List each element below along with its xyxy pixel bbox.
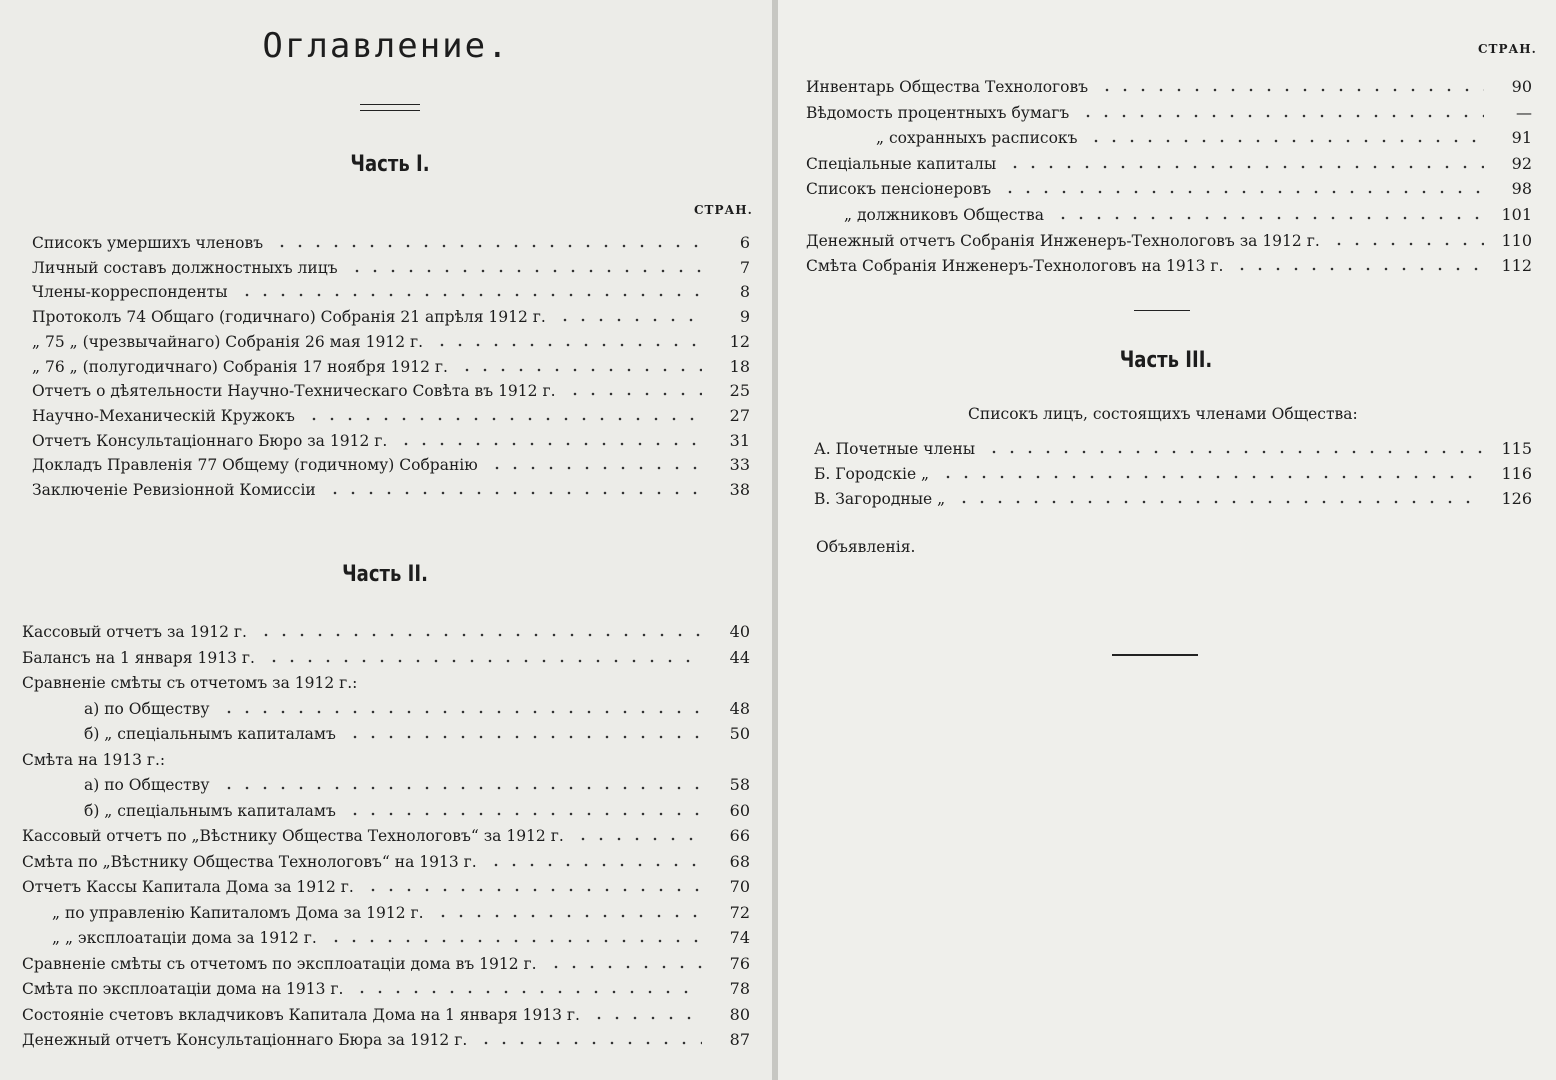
page-column-head-right: СТРАН.	[1478, 42, 1537, 56]
right-page	[778, 0, 1556, 1080]
toc-entry-label: „ сохранныхъ расписокъ	[876, 129, 1078, 148]
toc-entry	[22, 745, 750, 769]
toc-entry-label: Докладъ Правленія 77 Общему (годичному) Собранію	[32, 456, 478, 475]
toc-entry-label: Балансъ на 1 января 1913 г.	[22, 648, 255, 667]
toc-entry-label: Смѣта по „Вѣстнику Общества Технологовъ“ на 1913 г.	[22, 852, 477, 871]
toc-entry-label: „ должниковъ Общества	[844, 206, 1044, 224]
toc-entry-label: Инвентарь Общества Технологовъ	[806, 78, 1089, 96]
toc-entry	[844, 200, 1532, 224]
toc-entry-page: 92	[1511, 153, 1532, 173]
toc-entry-label: „ 75 „ (чрезвычайнаго) Собранія 26 мая 1912 г.	[32, 332, 424, 351]
toc-entry-page: 25	[729, 381, 750, 401]
toc-entry	[84, 694, 750, 718]
toc-entry-label: Смѣта на 1913 г.:	[22, 750, 166, 769]
toc-title: Оглавление.	[262, 26, 510, 66]
dot-leader	[1087, 139, 1484, 143]
dot-leader	[1079, 114, 1484, 118]
toc-entry-page: 7	[739, 257, 750, 277]
dot-leader	[1233, 267, 1484, 271]
toc-entry-page: 116	[1501, 464, 1532, 483]
dot-leader	[547, 965, 702, 969]
toc-entry	[32, 302, 750, 326]
toc-entry-label: Списокъ пенсіонеровъ	[806, 180, 992, 199]
toc-entry-label: Члены-корреспонденты	[32, 283, 228, 302]
toc-entry	[32, 228, 750, 252]
dot-leader	[346, 812, 702, 816]
toc-entry	[22, 872, 750, 896]
toc-entry-label: Отчетъ о дѣятельности Научно-Техническаго Совѣта въ 1912 г.	[32, 382, 556, 401]
toc-entry-page: 12	[729, 331, 750, 351]
dot-leader	[556, 318, 702, 322]
dot-leader	[1006, 165, 1484, 169]
toc-entry-label: В. Загородные „	[814, 490, 946, 508]
toc-entry-page: 68	[729, 851, 750, 871]
toc-entry-label: Вѣдомость процентныхъ бумагъ	[806, 103, 1070, 122]
toc-entry	[814, 434, 1532, 458]
toc-entry	[32, 450, 750, 474]
toc-entry-label: а) по Обществу	[84, 776, 210, 794]
toc-entry-page: 27	[729, 405, 750, 425]
toc-entry-page: 58	[729, 775, 750, 794]
toc-entry	[22, 974, 750, 998]
dot-leader	[327, 939, 702, 943]
toc-entry-label: Сравненіе смѣты съ отчетомъ за 1912 г.:	[22, 674, 358, 692]
dot-leader	[566, 392, 703, 396]
dot-leader	[257, 633, 702, 637]
dot-leader	[220, 786, 702, 790]
dot-leader	[574, 837, 702, 841]
toc-entry-page: 70	[729, 877, 750, 896]
toc-entry	[32, 475, 750, 499]
toc-entry	[22, 847, 750, 871]
end-divider	[1112, 654, 1198, 656]
toc-entry	[814, 459, 1532, 483]
dot-leader	[326, 491, 702, 495]
toc-entry-label: Смѣта Собранія Инженеръ-Технологовъ на 1913 г.	[806, 257, 1224, 276]
toc-entry-label: Сравненіе смѣты съ отчетомъ по эксплоатаціи дома въ 1912 г.	[22, 954, 537, 973]
toc-entry-page: 78	[729, 979, 750, 998]
section-divider	[1134, 310, 1190, 311]
toc-entry-label: А. Почетные члены	[814, 440, 976, 458]
toc-entry	[876, 123, 1532, 147]
dot-leader	[487, 863, 702, 867]
toc-entry	[32, 376, 750, 400]
toc-entry-page: 8	[739, 282, 750, 302]
toc-entry-page: 50	[729, 724, 750, 743]
toc-entry	[22, 1025, 750, 1049]
toc-entry	[806, 149, 1532, 173]
toc-entry-page: 74	[729, 928, 750, 947]
toc-entry-page: 60	[729, 800, 750, 820]
toc-entry	[32, 253, 750, 277]
toc-entry-page: 76	[729, 953, 750, 973]
toc-entry-page: 112	[1501, 256, 1532, 276]
left-page	[0, 0, 772, 1080]
toc-entry-label: „ по управленію Капиталомъ Дома за 1912 г.	[52, 903, 424, 922]
toc-entry	[806, 226, 1532, 250]
toc-entry	[22, 1000, 750, 1024]
toc-entry-label: Денежный отчетъ Собранія Инженеръ-Технологовъ за 1912 г.	[806, 231, 1320, 250]
toc-entry-page: 87	[729, 1030, 750, 1049]
toc-entry	[84, 719, 750, 743]
toc-entry	[32, 352, 750, 376]
toc-entry-label: „ 76 „ (полугодичнаго) Собранія 17 ноября 1912 г.	[32, 357, 448, 376]
toc-entry	[806, 251, 1532, 275]
dot-leader	[397, 442, 702, 446]
dot-leader	[1054, 216, 1484, 220]
toc-entry-page: 90	[1511, 77, 1532, 96]
part3-subtitle: Списокъ лицъ, состоящихъ членами Общества:	[968, 405, 1358, 423]
toc-entry-label: Смѣта по эксплоатаціи дома на 1913 г.	[22, 980, 344, 998]
dot-leader	[220, 710, 702, 714]
toc-entry-page: 6	[739, 233, 750, 252]
toc-entry-page: 110	[1501, 230, 1532, 250]
toc-entry-label: „ „ эксплоатаціи дома за 1912 г.	[52, 929, 317, 947]
toc-entry	[32, 401, 750, 425]
announcements-label: Объявленія.	[816, 538, 916, 556]
toc-entry	[84, 796, 750, 820]
toc-entry-page: 9	[739, 307, 750, 327]
dot-leader	[346, 735, 702, 739]
dot-leader	[477, 1041, 702, 1045]
dot-leader	[433, 343, 702, 347]
toc-entry-page: —	[1516, 102, 1532, 122]
toc-entry-page: 40	[729, 622, 750, 641]
toc-entry	[22, 821, 750, 845]
dot-leader	[590, 1016, 702, 1020]
title-rule	[360, 104, 420, 111]
toc-entry-label: Научно-Механическій Кружокъ	[32, 406, 295, 425]
toc-entry-page: 126	[1501, 489, 1532, 508]
dot-leader	[348, 269, 702, 273]
toc-entry	[52, 898, 750, 922]
toc-entry-page: 115	[1501, 439, 1532, 458]
dot-leader	[353, 990, 702, 994]
part3-heading: Часть III.	[1119, 348, 1213, 373]
toc-entry	[32, 327, 750, 351]
toc-entry	[32, 277, 750, 301]
dot-leader	[939, 475, 1484, 479]
toc-entry-page: 31	[729, 430, 750, 450]
toc-entry-page: 98	[1511, 179, 1532, 199]
toc-entry-page: 38	[729, 480, 750, 499]
toc-entry-page: 48	[729, 698, 750, 718]
part1-heading: Часть I.	[350, 152, 430, 177]
toc-entry-page: 33	[729, 455, 750, 475]
dot-leader	[434, 914, 702, 918]
toc-entry-page: 80	[729, 1004, 750, 1024]
dot-leader	[305, 417, 702, 421]
toc-entry-label: Кассовый отчетъ по „Вѣстнику Общества Технологовъ“ за 1912 г.	[22, 827, 564, 845]
dot-leader	[985, 450, 1484, 454]
dot-leader	[238, 293, 702, 297]
toc-entry	[806, 174, 1532, 198]
toc-entry-label: Кассовый отчетъ за 1912 г.	[22, 623, 247, 641]
page-column-head: СТРАН.	[694, 203, 753, 217]
toc-entry	[22, 668, 750, 692]
dot-leader	[488, 466, 702, 470]
toc-entry-page: 44	[729, 647, 750, 667]
toc-entry-label: Денежный отчетъ Консультаціоннаго Бюра за 1912 г.	[22, 1031, 468, 1049]
toc-entry	[806, 98, 1532, 122]
dot-leader	[265, 659, 702, 663]
toc-entry-page: 66	[729, 826, 750, 845]
toc-entry-page: 72	[729, 902, 750, 922]
toc-entry	[814, 484, 1532, 508]
toc-entry-label: б) „ спеціальнымъ капиталамъ	[84, 801, 336, 820]
toc-entry-label: Б. Городскіе „	[814, 465, 930, 483]
toc-entry-label: Состояніе счетовъ вкладчиковъ Капитала Дома на 1 января 1913 г.	[22, 1005, 580, 1024]
toc-entry	[22, 643, 750, 667]
toc-entry	[22, 617, 750, 641]
part2-heading: Часть II.	[342, 562, 428, 587]
toc-entry-label: Спеціальные капиталы	[806, 154, 997, 173]
toc-entry	[32, 426, 750, 450]
toc-entry-label: б) „ спеціальнымъ капиталамъ	[84, 725, 336, 743]
dot-leader	[955, 500, 1484, 504]
toc-entry-label: Заключеніе Ревизіонной Комиссіи	[32, 481, 316, 499]
toc-entry-page: 91	[1511, 128, 1532, 148]
toc-entry	[806, 72, 1532, 96]
toc-entry-label: Отчетъ Консультаціоннаго Бюро за 1912 г.	[32, 431, 388, 450]
toc-entry-label: Списокъ умершихъ членовъ	[32, 234, 264, 252]
toc-entry	[52, 923, 750, 947]
toc-entry-label: Протоколъ 74 Общаго (годичнаго) Собранія 21 апрѣля 1912 г.	[32, 308, 546, 327]
dot-leader	[364, 888, 702, 892]
dot-leader	[1330, 242, 1484, 246]
toc-entry-label: а) по Обществу	[84, 699, 210, 718]
dot-leader	[458, 368, 702, 372]
toc-entry-label: Отчетъ Кассы Капитала Дома за 1912 г.	[22, 878, 354, 896]
dot-leader	[1001, 190, 1484, 194]
dot-leader	[1098, 88, 1484, 92]
toc-entry-page: 101	[1501, 205, 1532, 224]
dot-leader	[273, 244, 702, 248]
toc-entry	[84, 770, 750, 794]
toc-entry-label: Личный составъ должностныхъ лицъ	[32, 258, 338, 277]
toc-entry-page: 18	[729, 356, 750, 376]
toc-entry	[22, 949, 750, 973]
